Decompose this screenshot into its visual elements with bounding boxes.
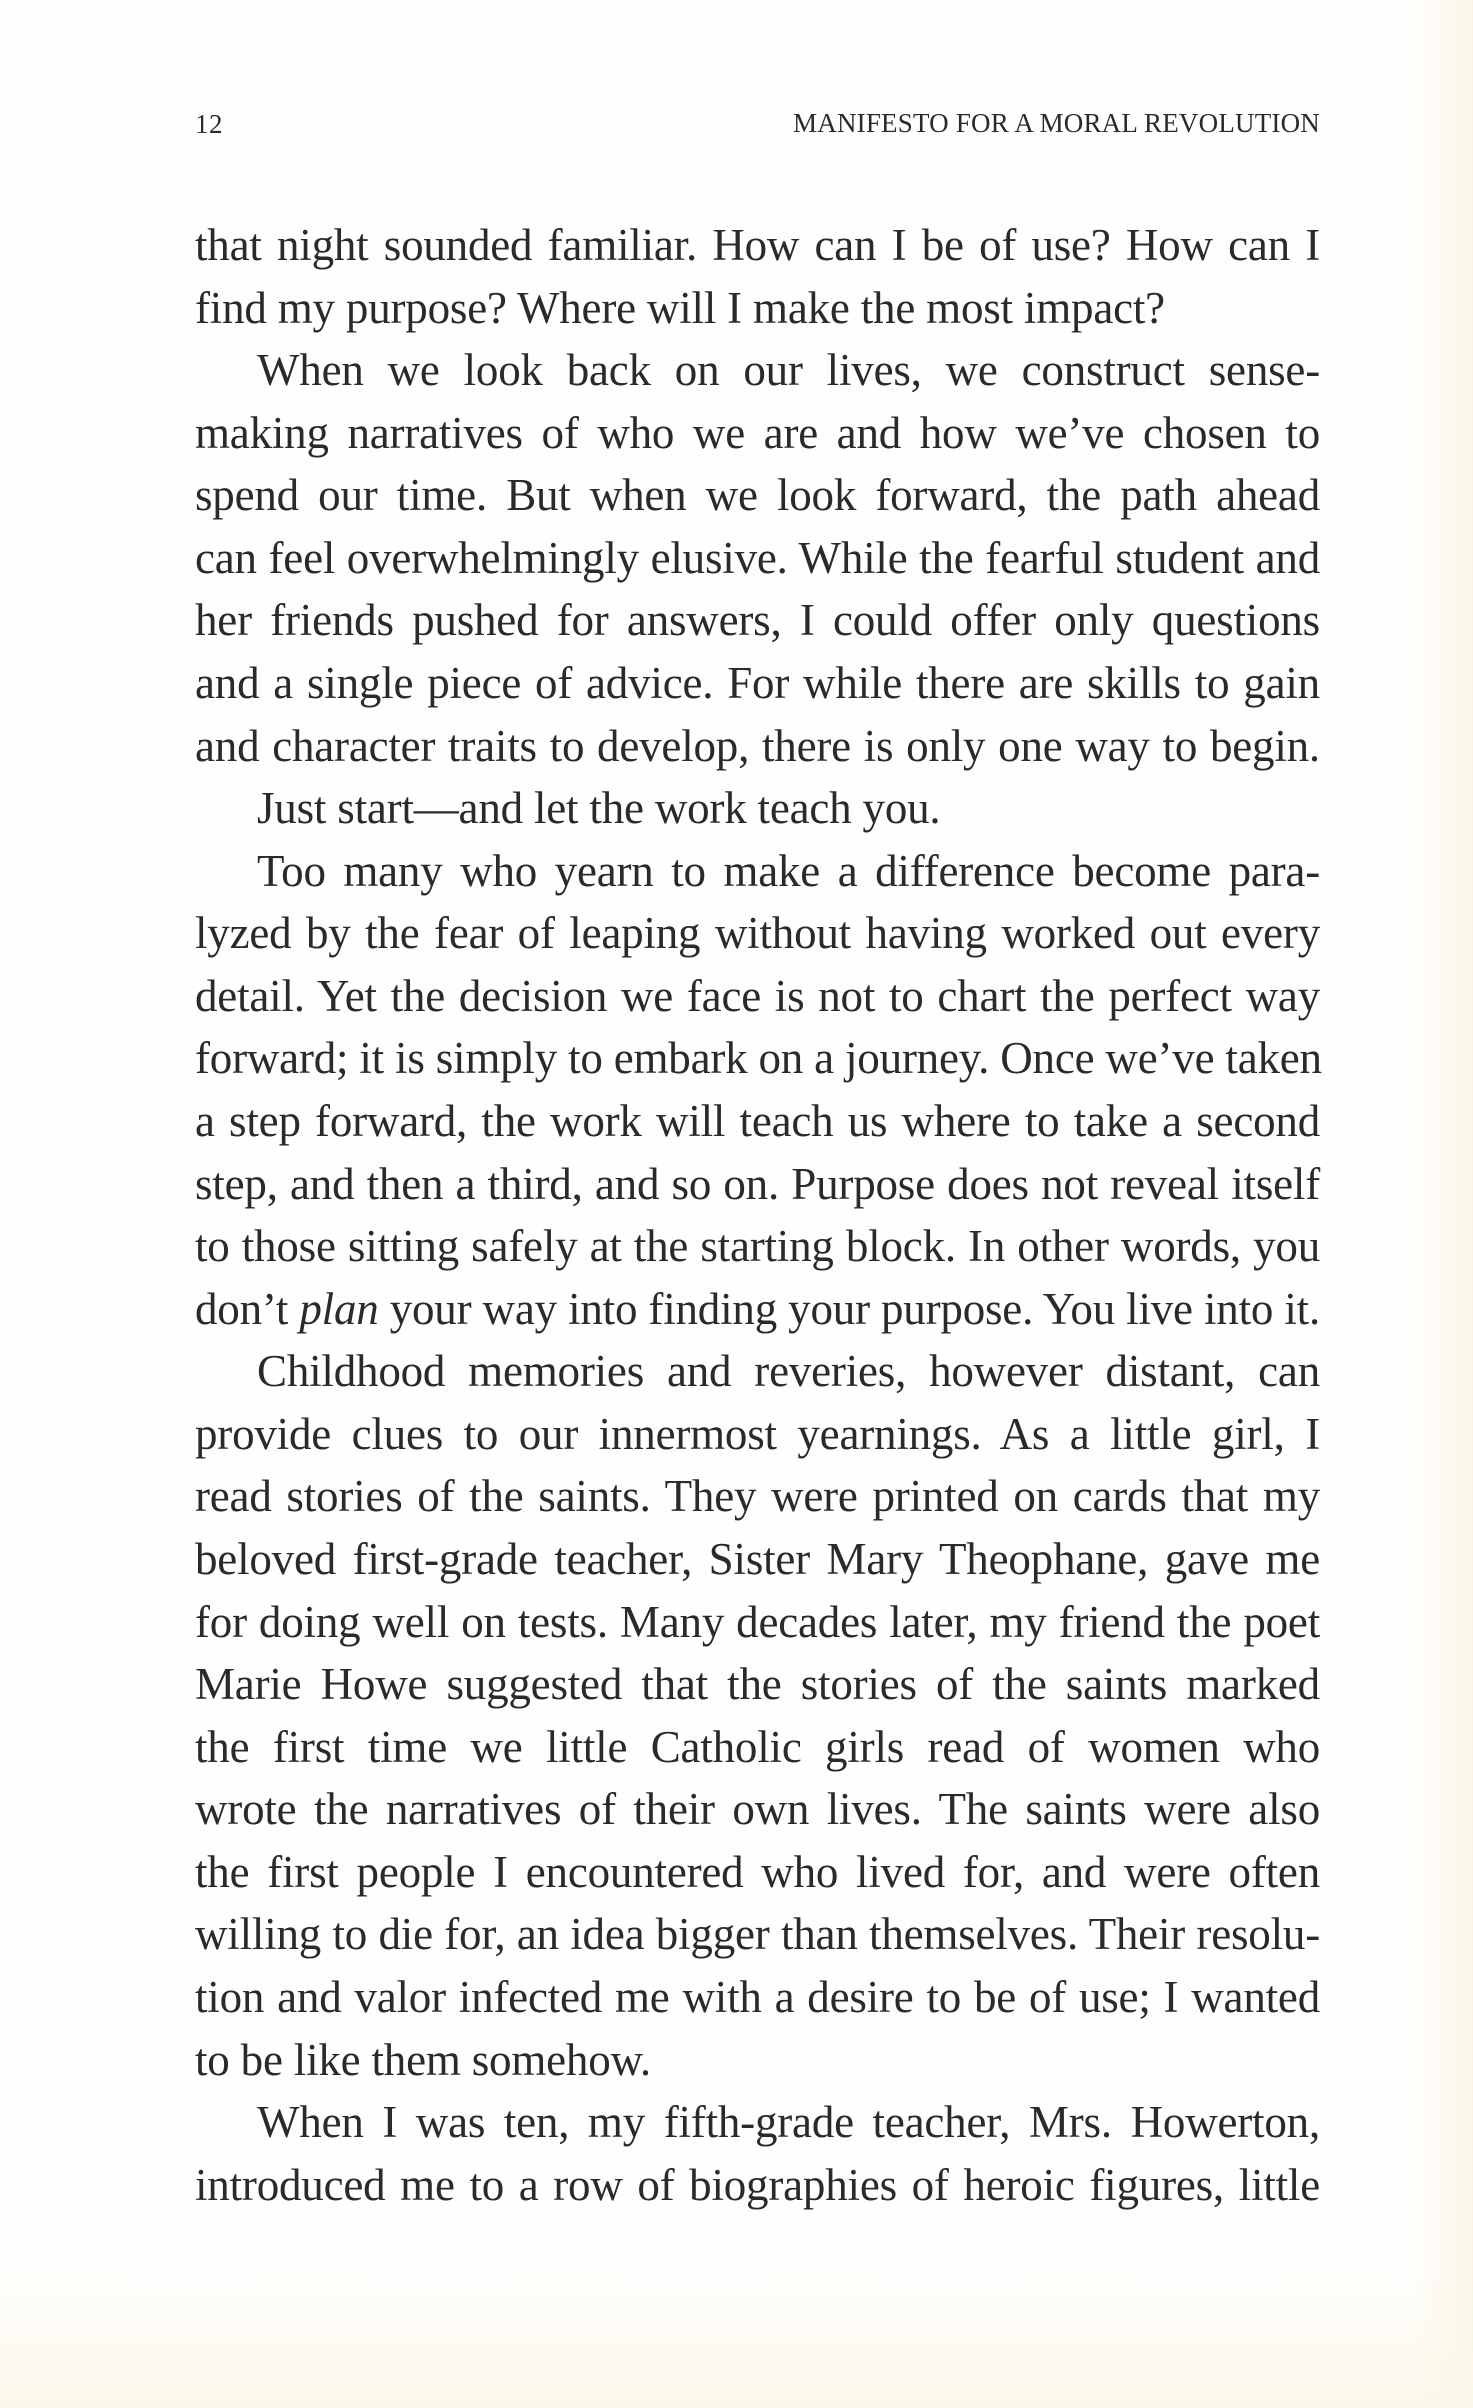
running-head-title: MANIFESTO FOR A MORAL REVOLUTION	[793, 108, 1320, 138]
text-line: introduced me to a row of biographies of heroic figures, little	[195, 2160, 1320, 2210]
text-line: beloved first-grade teacher, Sister Mary Theophane, gave me	[195, 1534, 1320, 1584]
text-line: Marie Howe suggested that the stories of the saints marked	[195, 1659, 1320, 1709]
text-line: the first people I encountered who lived for, and were often	[195, 1847, 1320, 1897]
text-line: spend our time. But when we look forward, the path ahead	[195, 470, 1320, 520]
text-line: forward; it is simply to embark on a journey. Once we’ve taken	[195, 1033, 1322, 1083]
paragraph-start-line: Too many who yearn to make a difference become para-	[257, 846, 1320, 896]
text-line: and character traits to develop, there is only one way to begin.	[195, 721, 1320, 771]
text-line: the first time we little Catholic girls read of women who	[195, 1722, 1320, 1772]
text-line: step, and then a third, and so on. Purpose does not reveal itself	[195, 1159, 1320, 1209]
paragraph-start-line: When we look back on our lives, we construct sense-	[257, 345, 1320, 395]
paragraph-start-line: Childhood memories and reveries, however distant, can	[257, 1346, 1320, 1396]
text-line: her friends pushed for answers, I could offer only questions	[195, 595, 1320, 645]
page-number: 12	[195, 109, 223, 139]
emphasis-plan: plan	[299, 1284, 379, 1334]
text-line: detail. Yet the decision we face is not to chart the perfect way	[195, 971, 1320, 1021]
text-line: willing to die for, an idea bigger than themselves. Their resolu-	[195, 1909, 1320, 1959]
text-line: to be like them somehow.	[195, 2035, 651, 2085]
text-line-with-emphasis	[195, 1278, 1320, 1340]
text-line: find my purpose? Where will I make the most impact?	[195, 283, 1165, 333]
text-line: can feel overwhelmingly elusive. While the fearful student and	[195, 533, 1320, 583]
paragraph-start-line: When I was ten, my fifth-grade teacher, Mrs. Howerton,	[257, 2097, 1320, 2147]
text-line: and a single piece of advice. For while there are skills to gain	[195, 658, 1320, 708]
text-line: provide clues to our innermost yearnings. As a little girl, I	[195, 1409, 1320, 1459]
text-line: that night sounded familiar. How can I be of use? How can I	[195, 220, 1320, 270]
running-head	[0, 0, 1473, 150]
paper-edge-tint	[1413, 0, 1473, 2408]
text-line: wrote the narratives of their own lives. The saints were also	[195, 1784, 1320, 1834]
text-run: don’t	[195, 1284, 300, 1334]
text-run: your way into finding your purpose. You live into it.	[378, 1284, 1321, 1334]
text-line: to those sitting safely at the starting block. In other words, you	[195, 1221, 1320, 1271]
text-line: a step forward, the work will teach us where to take a second	[195, 1096, 1320, 1146]
paragraph-start-line: Just start—and let the work teach you.	[257, 783, 941, 833]
text-line: making narratives of who we are and how we’ve chosen to	[195, 408, 1320, 458]
text-line: lyzed by the fear of leaping without having worked out every	[195, 908, 1320, 958]
text-line: tion and valor infected me with a desire to be of use; I wanted	[195, 1972, 1320, 2022]
paper-bottom-tint	[0, 2268, 1473, 2408]
text-line: for doing well on tests. Many decades later, my friend the poet	[195, 1597, 1320, 1647]
text-line: read stories of the saints. They were printed on cards that my	[195, 1471, 1320, 1521]
